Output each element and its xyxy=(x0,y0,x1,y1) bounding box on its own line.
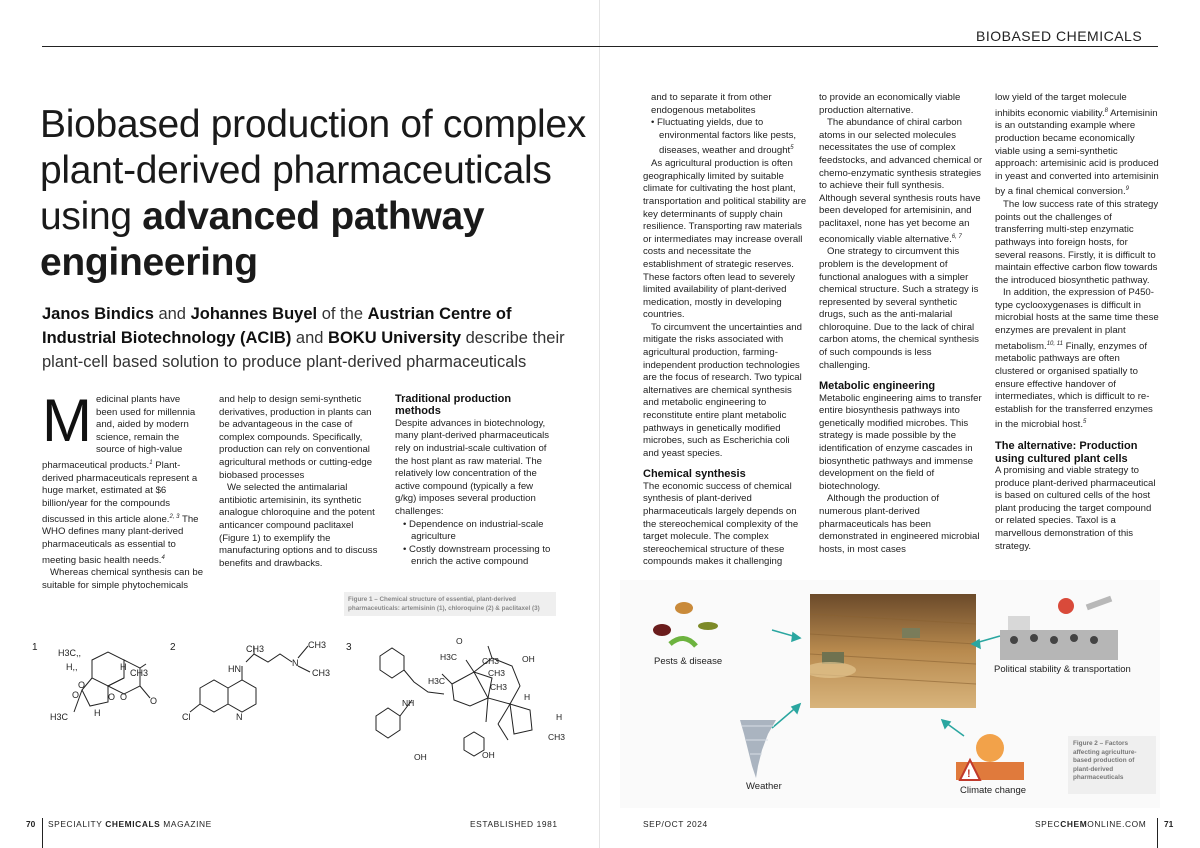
page-number-right: 71 xyxy=(1164,819,1174,829)
atom-label: CH3 xyxy=(490,682,508,692)
atom-label: CH3 xyxy=(312,668,331,678)
article-headline xyxy=(40,102,600,286)
political-illustration xyxy=(1000,594,1118,664)
compound-number-3: 3 xyxy=(346,642,352,653)
text: SPECIALITY xyxy=(48,819,106,829)
org-1: Austrian Centre of Industrial Biotechnology (ACIB) xyxy=(42,305,512,347)
tornado-illustration xyxy=(738,716,778,780)
svg-text:!: ! xyxy=(967,768,971,780)
pests-label: Pests & disease xyxy=(654,656,723,667)
chloroquine-structure xyxy=(180,640,342,726)
atom-label: O xyxy=(108,692,116,702)
footnote-ref: 2, 3 xyxy=(169,513,180,520)
footnote-ref: 1 xyxy=(149,459,153,466)
atom-label: H3C,, xyxy=(58,648,82,658)
text: The WHO defines many plant-derived pharmaceuticals as essential to meeting basic health needs. xyxy=(42,513,199,566)
paragraph xyxy=(819,117,983,246)
text: edicinal plants have been used for millennia and, aided by modern science, remain the source of high-value pharmaceutical products. xyxy=(42,394,196,472)
text: In addition, the expression of P450-type cyclooxygenases is difficult in microbial hosts at the same time these enzymes are prevalent in plant metabolism. xyxy=(995,287,1159,352)
atom-label: O xyxy=(120,692,128,702)
text: Artemisinin is an outstanding example where production became economically viable using a semi-synthetic approach: artemisinic acid is produced in yeast and converted into artemisinin by a final chemical conversion. xyxy=(995,107,1159,198)
paragraph: A promising and viable strategy to produce plant-derived pharmaceutical is based on cultured cells of the host plant producing the target compound or related species. Taxol is a marvellous demonstration of this strategy. xyxy=(995,465,1156,552)
section-label: BIOBASED CHEMICALS xyxy=(976,28,1143,44)
footnote-ref: 6, 7 xyxy=(951,233,962,240)
text: The abundance of chiral carbon atoms in our selected molecules necessitates the use of complex feedstocks, and advanced chemical or chemo-enzymatic synthesis strategies to achieve their full synthesis. Although several synthesis routs have been developed for artemisinin, and paclitaxel, none has yet become an economically viable alternative. xyxy=(819,117,983,245)
column-5 xyxy=(819,92,983,556)
atom-label: N xyxy=(236,712,243,722)
author-1: Janos Bindics xyxy=(42,305,154,323)
text: low yield of the target molecule inhibits economic viability. xyxy=(995,92,1127,119)
paragraph: The economic success of chemical synthesis of plant-derived pharmaceuticals largely depends on the stereochemical complexity of the target molecule. The complex stereochemical structure of these compounds makes it challenging xyxy=(643,480,799,568)
bullet-list xyxy=(395,519,557,569)
headline-line-3: using xyxy=(40,195,143,238)
org-2: BOKU University xyxy=(328,329,461,347)
figure-1-caption: Figure 1 – Chemical structure of essential, plant-derived pharmaceuticals: artemisinin (1), chloroquine (2) & paclitaxel (3) xyxy=(344,592,556,616)
text: CHEM xyxy=(1060,819,1088,829)
text: Fluctuating yields, due to environmental factors like pests, diseases, weather and drought xyxy=(657,117,797,157)
weather-label: Weather xyxy=(746,781,782,792)
footnote-ref: 9 xyxy=(1125,186,1129,193)
list-item: • Costly downstream processing to enrich the active compound xyxy=(399,544,557,569)
column-1 xyxy=(42,387,204,592)
paragraph: Whereas chemical synthesis can be suitable for simple phytochemicals xyxy=(42,567,204,591)
paragraph xyxy=(995,287,1159,432)
text: ONLINE.COM xyxy=(1087,819,1147,829)
figure-2-caption: Figure 2 – Factors affecting agriculture-based production of plant-derived pharmaceuticals xyxy=(1068,736,1156,794)
atom-label: O xyxy=(78,680,86,690)
byline-description: describe their plant-cell based solution to produce plant-derived pharmaceuticals xyxy=(42,329,565,371)
byline-and-2: and xyxy=(291,329,329,347)
established-year: ESTABLISHED 1981 xyxy=(470,819,558,829)
paragraph: We selected the antimalarial antibiotic artemisinin, its synthetic analogue chloroquine and the potent anticancer compound paclitaxel (Figure 1) to exemplify the manufacturing options and to discuss benefits and drawbacks. xyxy=(219,482,378,569)
paragraph: Despite advances in biotechnology, many plant-derived pharmaceuticals rely on industrial-scale cultivation of the host plant as raw material. The relatively low concentration of the active compound (typically a few g/kg) imposes several production challenges: xyxy=(395,417,550,517)
atom-label: O xyxy=(456,636,463,646)
atom-label: NH xyxy=(402,698,415,708)
paragraph: To circumvent the uncertainties and mitigate the risks associated with agricultural production, farming-independent production technologies are the focus of research. Two typical alternatives are chemical synthesis and metabolic engineering to reconstitute entire plant metabolic pathways in genetically modified microbes, such as Escherichia coli and yeast species. xyxy=(643,321,802,459)
atom-label: OH xyxy=(522,654,535,664)
magazine-name xyxy=(48,819,212,829)
text: MAGAZINE xyxy=(160,819,212,829)
paragraph: Metabolic engineering aims to transfer entire biosynthesis pathways into genetically modified microbes. This strategy is made possible by the identification of enzyme cascades in biosynthetic pathways and immense development on the field of biotechnology. xyxy=(819,392,982,492)
footer-divider xyxy=(42,818,43,848)
atom-label: H xyxy=(556,712,563,722)
footnote-ref: 4 xyxy=(161,554,165,561)
atom-label: H3C xyxy=(428,676,446,686)
atom-label: Cl xyxy=(182,712,191,722)
headline-bold-2: engineering xyxy=(40,241,258,284)
atom-label: O xyxy=(72,690,80,700)
column-2 xyxy=(219,394,383,570)
byline-of: of the xyxy=(317,305,368,323)
footnote-ref: 10, 11 xyxy=(1046,340,1063,347)
text: Finally, enzymes of metabolic pathways are often clustered or organised spatially to ensure effective handover of intermediates, which is difficult to re-establish for the transferred enzymes in the microbial host. xyxy=(995,340,1153,431)
subheading: Traditional production methods xyxy=(395,393,512,418)
compound-number-2: 2 xyxy=(170,642,176,653)
text: CHEMICALS xyxy=(105,819,161,829)
political-label: Political stability & transportation xyxy=(994,664,1131,675)
atom-label: CH3 xyxy=(308,640,327,650)
footnote-ref: 5 xyxy=(1082,419,1087,426)
atom-label: H xyxy=(120,662,127,672)
paragraph xyxy=(42,387,204,567)
headline-bold-1: advanced pathway xyxy=(142,195,485,238)
list-item: • Dependence on industrial-scale agriculture xyxy=(399,519,557,544)
paragraph: One strategy to circumvent this problem is the development of functional analogues with a simpler chemical structure. Such a strategy is represented by several synthetic drugs, such as the anti-malarial chloroquine. Due to the lack of chiral carbon atoms, the chemical synthesis of such compounds is less challenging. xyxy=(819,246,979,371)
atom-label: H xyxy=(94,708,101,718)
pests-illustration xyxy=(650,596,720,654)
header-rule xyxy=(42,46,1158,47)
column-3 xyxy=(395,393,557,569)
text: SPEC xyxy=(1035,819,1061,829)
subheading: Chemical synthesis xyxy=(643,468,746,481)
atom-label: H3C xyxy=(50,712,69,722)
artemisinin-structure xyxy=(42,640,166,726)
atom-label: CH3 xyxy=(130,668,149,678)
byline xyxy=(42,302,582,374)
drop-cap: M xyxy=(42,387,92,454)
byline-and: and xyxy=(153,305,191,323)
footnote-ref: 5 xyxy=(790,145,794,152)
subheading: Metabolic engineering xyxy=(819,380,936,393)
issue-date: SEP/OCT 2024 xyxy=(643,819,708,829)
paragraph: As agricultural production is often geographically limited by suitable climate for cultivating the host plant, transportation and political stability are key determinants of supply chain resilience. Transporting raw materials or intermediates may increase overall costs and necessitate the establishment of strategic reserves. These factors often lead to severely limited availability of plant-derived medication, mostly in developing countries. xyxy=(643,158,807,321)
atom-label: CH3 xyxy=(488,668,506,678)
column-6 xyxy=(995,92,1159,553)
footnote-ref: 8 xyxy=(1104,107,1109,114)
atom-label: H,, xyxy=(66,662,78,672)
headline-line-2: plant-derived pharmaceuticals xyxy=(40,149,552,192)
website xyxy=(1035,819,1146,829)
footer-divider xyxy=(1157,818,1158,848)
text: Plant-derived pharmaceuticals represent a huge market, estimated at $6 billion/year for the compounds discussed in this article alone. xyxy=(42,460,198,525)
author-2: Johannes Buyel xyxy=(190,305,318,323)
atom-label: HN xyxy=(228,664,241,674)
compound-number-1: 1 xyxy=(32,642,38,653)
headline-line-1: Biobased production of complex xyxy=(40,103,587,146)
atom-label: H xyxy=(524,692,531,702)
atom-label: CH3 xyxy=(548,732,566,742)
page-number-left: 70 xyxy=(26,819,36,829)
paragraph: and to separate it from other endogenous metabolites xyxy=(651,92,772,116)
paragraph: and help to design semi-synthetic derivatives, production in plants can be advantageous in the case of complex compounds. Specifically, production can rely on conventional agricultural methods or cutting-edge biobased processes xyxy=(219,394,373,481)
paclitaxel-structure xyxy=(370,634,580,764)
paragraph xyxy=(995,92,1159,199)
column-4 xyxy=(643,92,807,569)
paragraph: to provide an economically viable production alternative. xyxy=(819,92,961,116)
list-item xyxy=(647,117,807,158)
atom-label: CH3 xyxy=(246,644,265,654)
atom-label: H3C xyxy=(440,652,458,662)
atom-label: OH xyxy=(414,752,427,762)
climate-label: Climate change xyxy=(960,785,1027,796)
atom-label: O xyxy=(150,696,158,706)
atom-label: CH3 xyxy=(482,656,500,666)
atom-label: OH xyxy=(482,750,495,760)
bullet-list xyxy=(643,117,807,158)
paragraph: Although the production of numerous plant-derived pharmaceuticals has been demonstrated in engineered microbial hosts, in most cases xyxy=(819,493,980,555)
climate-illustration xyxy=(946,730,1028,782)
atom-label: N xyxy=(292,658,299,668)
paragraph: The low success rate of this strategy points out the challenges of transferring multi-step enzymatic pathways into foreign hosts, for several reasons. Firstly, it is difficult to maintain effective carbon flow towards the introduced biosynthetic pathway. xyxy=(995,199,1159,286)
subheading: The alternative: Production using cultured plant cells xyxy=(995,440,1138,465)
